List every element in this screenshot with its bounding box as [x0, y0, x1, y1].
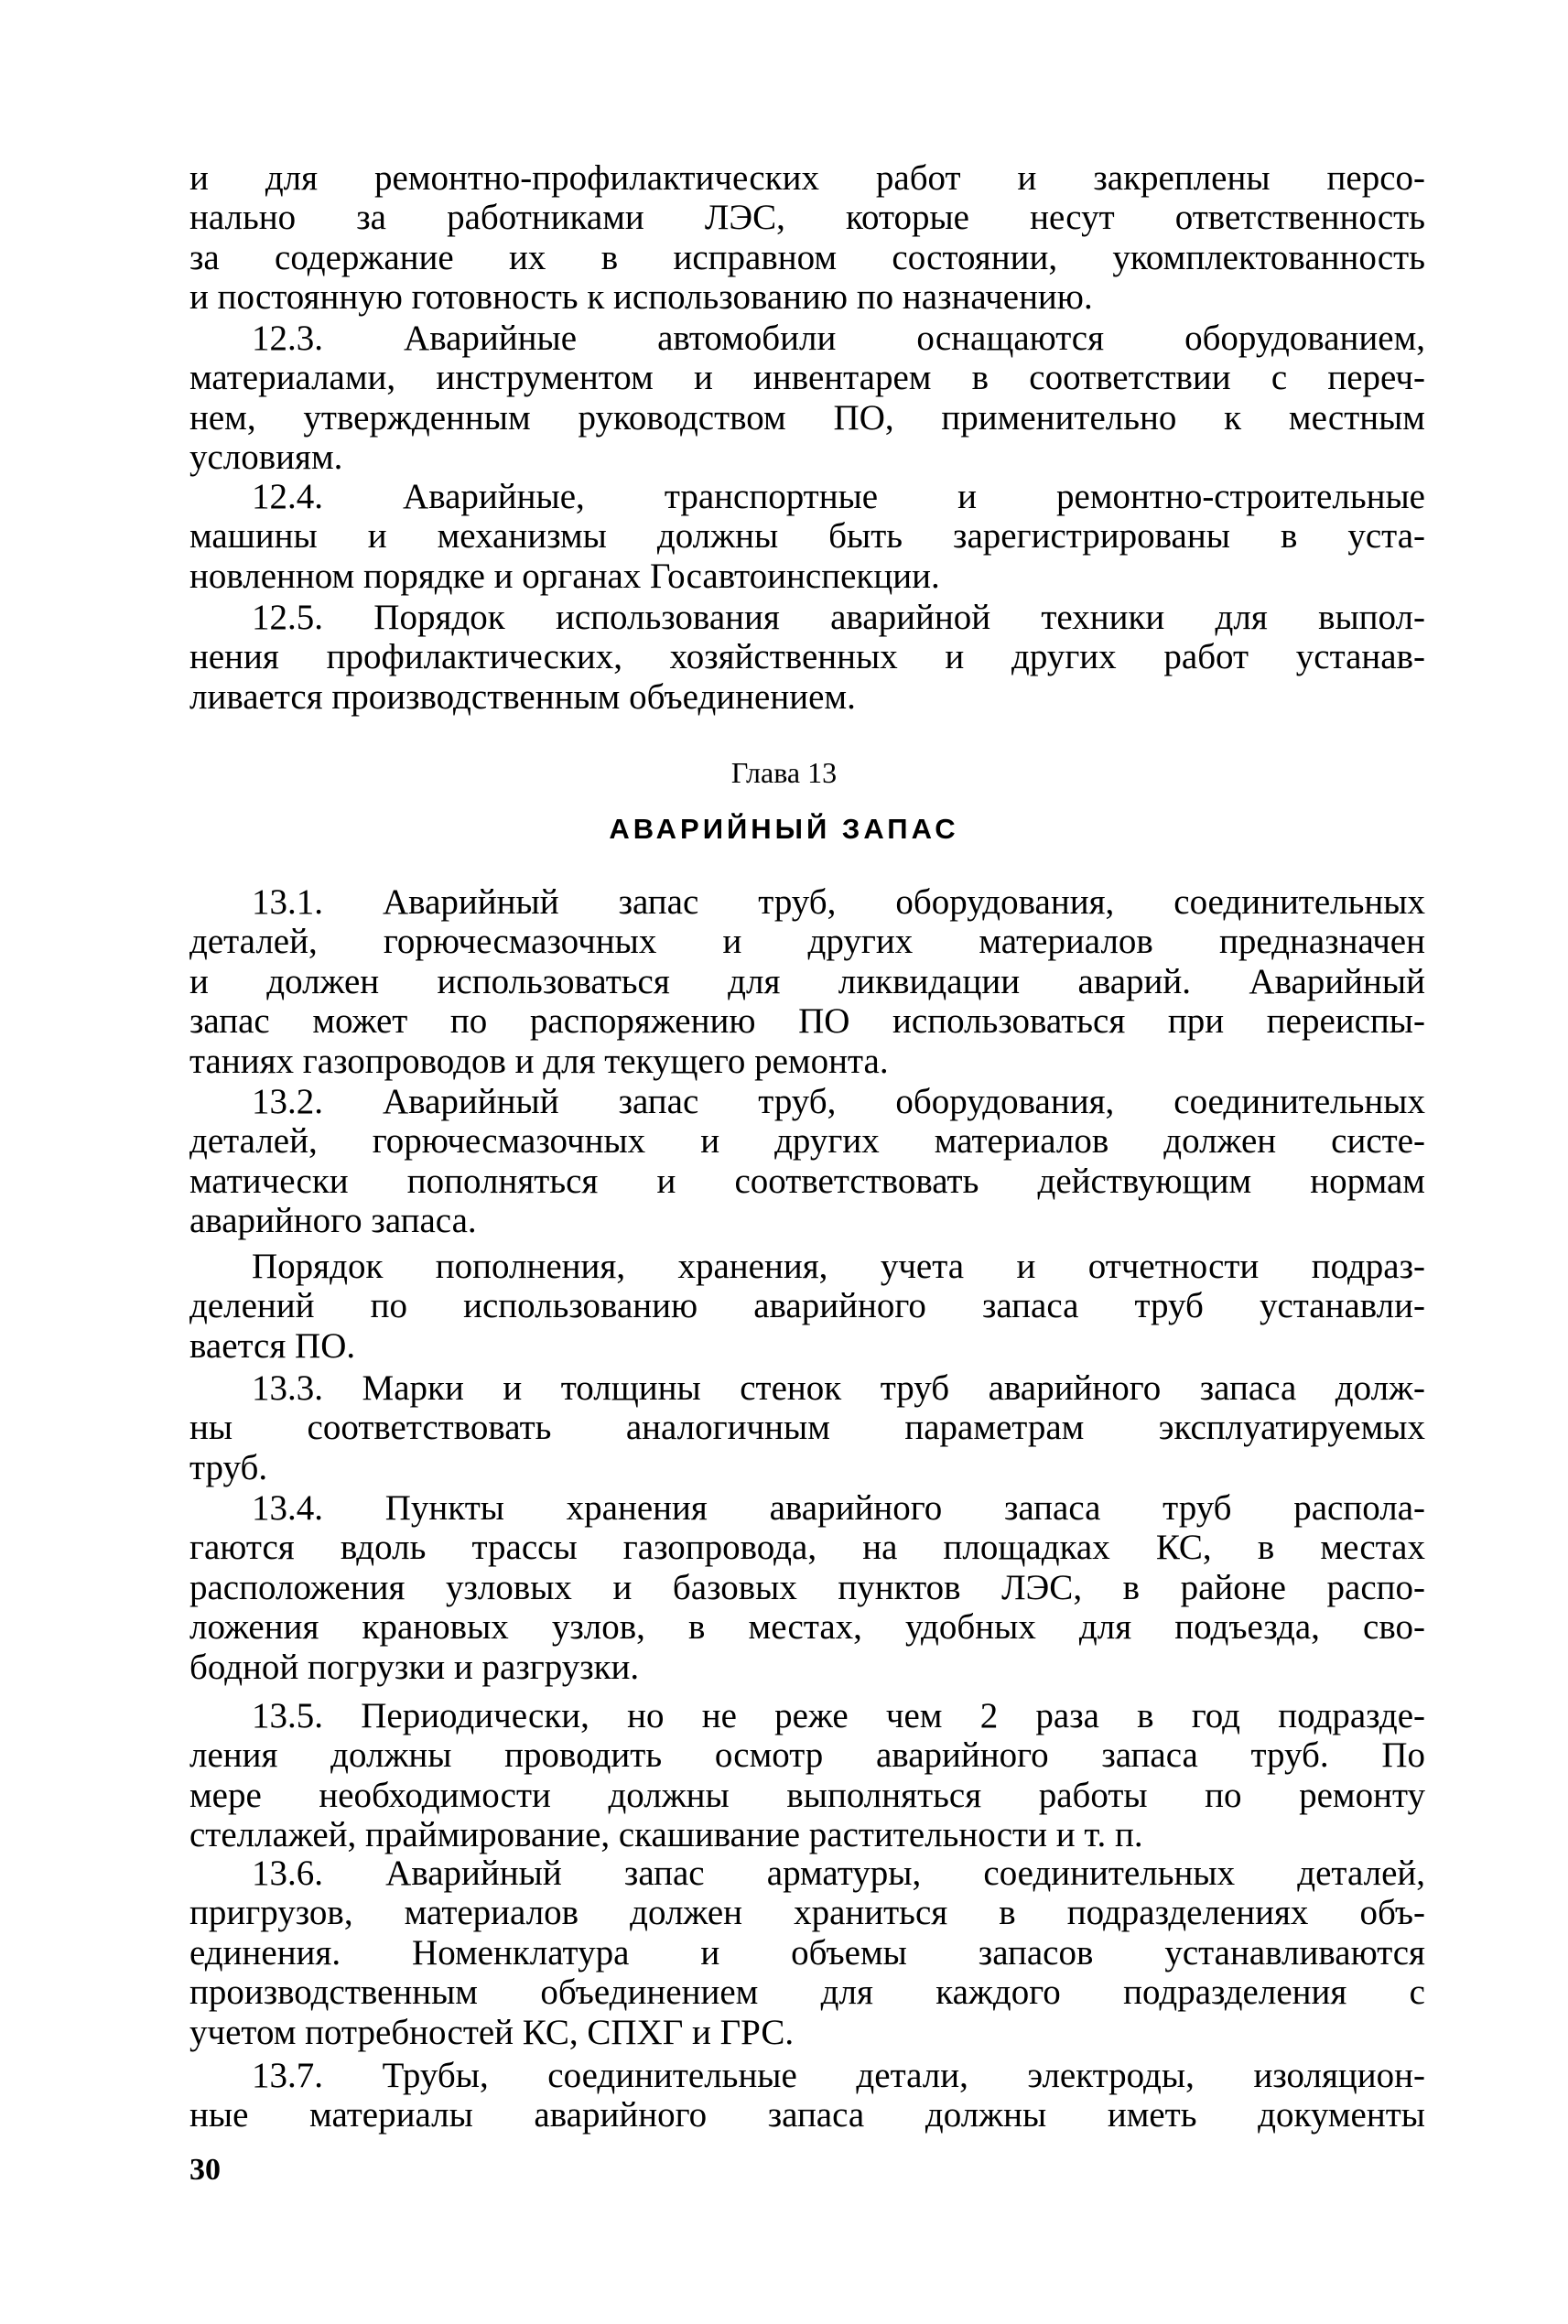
text-line: и должен использоваться для ликвидации аварий. Аварийный [189, 961, 1425, 1001]
text-line: труб. [189, 1447, 268, 1487]
text-line: деталей, горючесмазочных и других материалов предназначен [189, 922, 1425, 962]
paragraph [189, 477, 1425, 596]
text-line: аварийного запаса. [189, 1201, 477, 1241]
text-line: 13.5. Периодически, но не реже чем 2 раза в год подразде- [252, 1696, 1425, 1735]
text-line: матически пополняться и соответствовать действующим нормам [189, 1161, 1425, 1201]
text-line: новленном порядке и органах Госавтоинспекции. [189, 556, 940, 596]
text-line: деталей, горючесмазочных и других материалов должен систе- [189, 1121, 1425, 1162]
text-line: учетом потребностей КС, СПХГ и ГРС. [189, 2012, 795, 2052]
chapter-title: АВАРИЙНЫЙ ЗАПАС [609, 813, 959, 845]
text-line: бодной погрузки и разгрузки. [189, 1647, 640, 1687]
text-line: 13.2. Аварийный запас труб, оборудования, соединительных [252, 1082, 1425, 1121]
text-line: мере необходимости должны выполняться работы по ремонту [189, 1775, 1425, 1815]
paragraph [189, 1488, 1425, 1687]
text-line: ные материалы аварийного запаса должны иметь документы [189, 2095, 1425, 2135]
paragraph [189, 1082, 1425, 1241]
text-line: нально за работниками ЛЭС, которые несут ответственность [189, 198, 1425, 238]
paragraph [189, 1247, 1425, 1366]
text-line: нем, утвержденным руководством ПО, применительно к местным [189, 397, 1425, 438]
text-line: производственным объединением для каждого подразделения с [189, 1973, 1425, 2013]
paragraph [189, 598, 1425, 717]
text-line: запас может по распоряжению ПО использоваться при переиспы- [189, 1001, 1425, 1042]
text-line: делений по использованию аварийного запаса труб устанавли- [189, 1286, 1425, 1326]
text-line: и постоянную готовность к использованию по назначению. [189, 277, 1093, 318]
paragraph [189, 1696, 1425, 1855]
text-line: пригрузов, материалов должен храниться в подразделениях объ- [189, 1893, 1425, 1933]
text-line: гаются вдоль трассы газопровода, на площадках КС, в местах [189, 1528, 1425, 1568]
text-line: расположения узловых и базовых пунктов ЛЭС, в районе распо- [189, 1567, 1425, 1607]
paragraph [189, 1854, 1425, 2052]
text-line: таниях газопроводов и для текущего ремонта. [189, 1041, 889, 1081]
page-number: 30 [189, 2153, 221, 2187]
text-line: материалами, инструментом и инвентарем в соответствии с переч- [189, 358, 1425, 398]
text-line: нения профилактических, хозяйственных и других работ устанав- [189, 637, 1425, 677]
paragraph [189, 2056, 1425, 2135]
text-line: 13.3. Марки и толщины стенок труб аварийного запаса долж- [252, 1368, 1425, 1408]
text-line: условиям. [189, 438, 343, 478]
text-line: 12.3. Аварийные автомобили оснащаются оборудованием, [252, 319, 1425, 358]
text-line: машины и механизмы должны быть зарегистрированы в уста- [189, 516, 1425, 557]
paragraph [189, 319, 1425, 478]
text-line: 13.4. Пункты хранения аварийного запаса труб распола- [252, 1488, 1425, 1528]
paragraph [189, 882, 1425, 1081]
text-line: 13.7. Трубы, соединительные детали, электроды, изоляцион- [252, 2056, 1425, 2095]
text-line: 12.4. Аварийные, транспортные и ремонтно-строительные [252, 477, 1425, 516]
text-line: 13.1. Аварийный запас труб, оборудования, соединительных [252, 882, 1425, 922]
text-line: вается ПО. [189, 1325, 356, 1366]
text-line: Порядок пополнения, хранения, учета и отчетности подраз- [252, 1247, 1425, 1286]
paragraph [189, 1368, 1425, 1487]
text-line: за содержание их в исправном состоянии, укомплектованность [189, 237, 1425, 277]
text-line: стеллажей, праймирование, скашивание растительности и т. п. [189, 1815, 1143, 1855]
paragraph [189, 158, 1425, 318]
text-line: ления должны проводить осмотр аварийного запаса труб. По [189, 1735, 1425, 1776]
text-line: и для ремонтно-профилактических работ и закреплены персо- [189, 158, 1425, 198]
text-line: единения. Номенклатура и объемы запасов устанавливаются [189, 1932, 1425, 1973]
text-line: 12.5. Порядок использования аварийной техники для выпол- [252, 598, 1425, 637]
text-line: 13.6. Аварийный запас арматуры, соединительных деталей, [252, 1854, 1425, 1893]
text-line: ливается производственным объединением. [189, 676, 856, 717]
chapter-label: Глава 13 [730, 756, 838, 789]
text-line: ны соответствовать аналогичным параметрам эксплуатируемых [189, 1408, 1425, 1448]
text-line: ложения крановых узлов, в местах, удобных для подъезда, сво- [189, 1607, 1425, 1648]
